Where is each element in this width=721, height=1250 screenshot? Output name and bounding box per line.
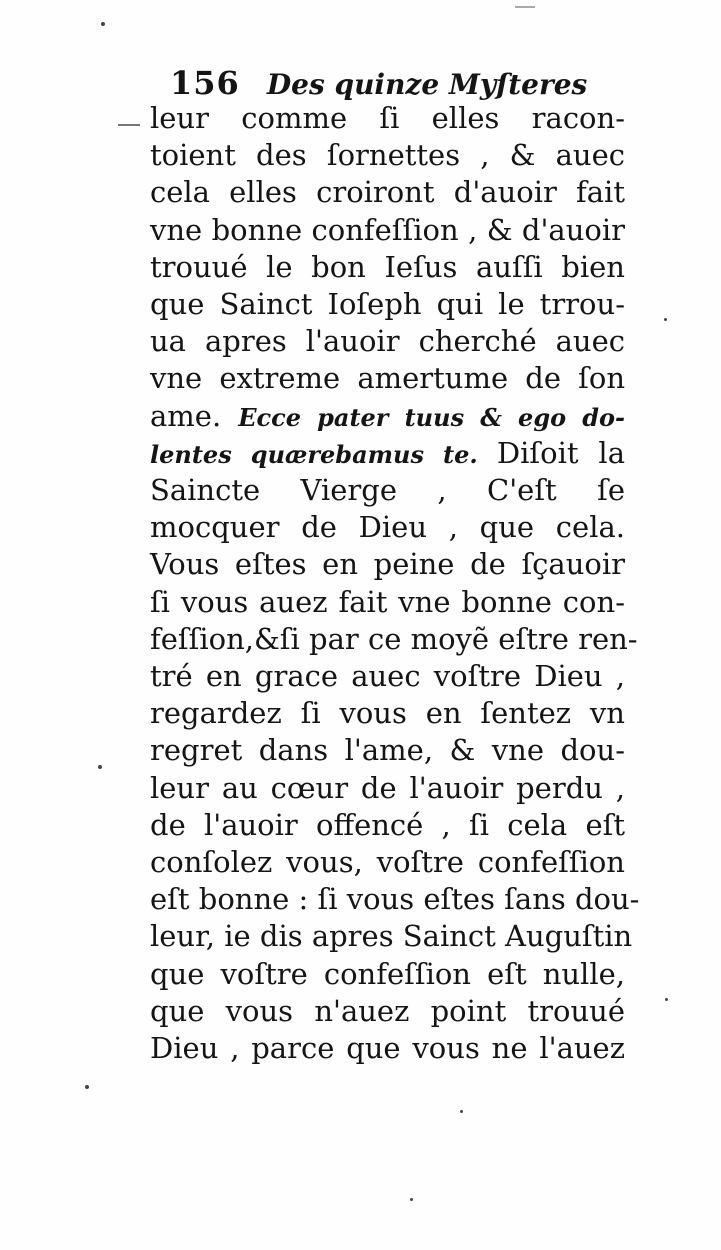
text-line: tré en grace auec voſtre Dieu , — [150, 659, 625, 693]
speck — [101, 22, 105, 26]
text-line: que Sainct Ioſeph qui le trrou- — [150, 287, 625, 321]
text-line: que vous n'auez point trouué — [150, 993, 625, 1028]
speck — [664, 318, 667, 321]
text-line: de l'auoir offencé , ſi cela eſt — [150, 807, 625, 842]
text-line: Dieu , parce que vous ne l'auez — [150, 1031, 625, 1065]
text-line: Saincte Vierge , C'eſt ſe — [150, 473, 625, 507]
text-segment: ame. — [150, 398, 239, 433]
speck — [665, 998, 668, 1001]
speck — [410, 1198, 413, 1201]
margin-mark — [118, 124, 140, 126]
speck — [460, 1110, 463, 1113]
text-line — [150, 435, 625, 472]
text-line: regret dans l'ame, & vne dou- — [150, 733, 625, 768]
text-line: eſt bonne : ſi vous eſtes ſans dou- — [150, 882, 640, 917]
speck — [98, 765, 102, 769]
running-head: Des quinze Myſteres — [266, 68, 588, 101]
text-segment: Ecce pater tuus & ego do- — [238, 402, 626, 432]
text-line: ſi vous auez fait vne bonne con- — [150, 584, 625, 619]
text-line: mocquer de Dieu , que cela. — [150, 510, 625, 545]
page-number: 156 — [170, 64, 240, 102]
text-segment: Diſoit la — [496, 435, 625, 470]
text-line: que voſtre confeſſion eſt nulle, — [150, 956, 625, 991]
text-line: conſolez vous, voſtre confeſſion — [150, 845, 625, 879]
text-line: ua apres l'auoir cherché auec — [150, 324, 625, 359]
speck — [85, 1085, 89, 1089]
text-line: vne extreme amertume de ſon — [150, 361, 625, 396]
top-mark — [515, 6, 535, 8]
text-line: leur comme ſi elles racon- — [150, 101, 625, 135]
page-header — [170, 64, 630, 104]
text-line: vne bonne confeſſion , & d'auoir — [150, 212, 625, 247]
text-line: feſſion,&ſi par ce moyẽ eſtre ren- — [150, 621, 638, 656]
text-segment: lentes quærebamus te. — [150, 439, 497, 469]
text-line: leur, ie dis apres Sainct Auguſtin — [150, 919, 633, 954]
text-line: regardez ſi vous en ſentez vn — [150, 696, 625, 731]
text-line: leur au cœur de l'auoir perdu , — [150, 770, 625, 805]
text-line: toient des ſornettes , & auec — [150, 138, 625, 173]
text-line — [150, 398, 625, 435]
text-line: trouué le bon Ieſus auſſi bien — [150, 249, 625, 284]
text-line: cela elles croiront d'auoir fait — [150, 175, 625, 210]
text-line: Vous eſtes en peine de ſçauoir — [150, 547, 625, 582]
